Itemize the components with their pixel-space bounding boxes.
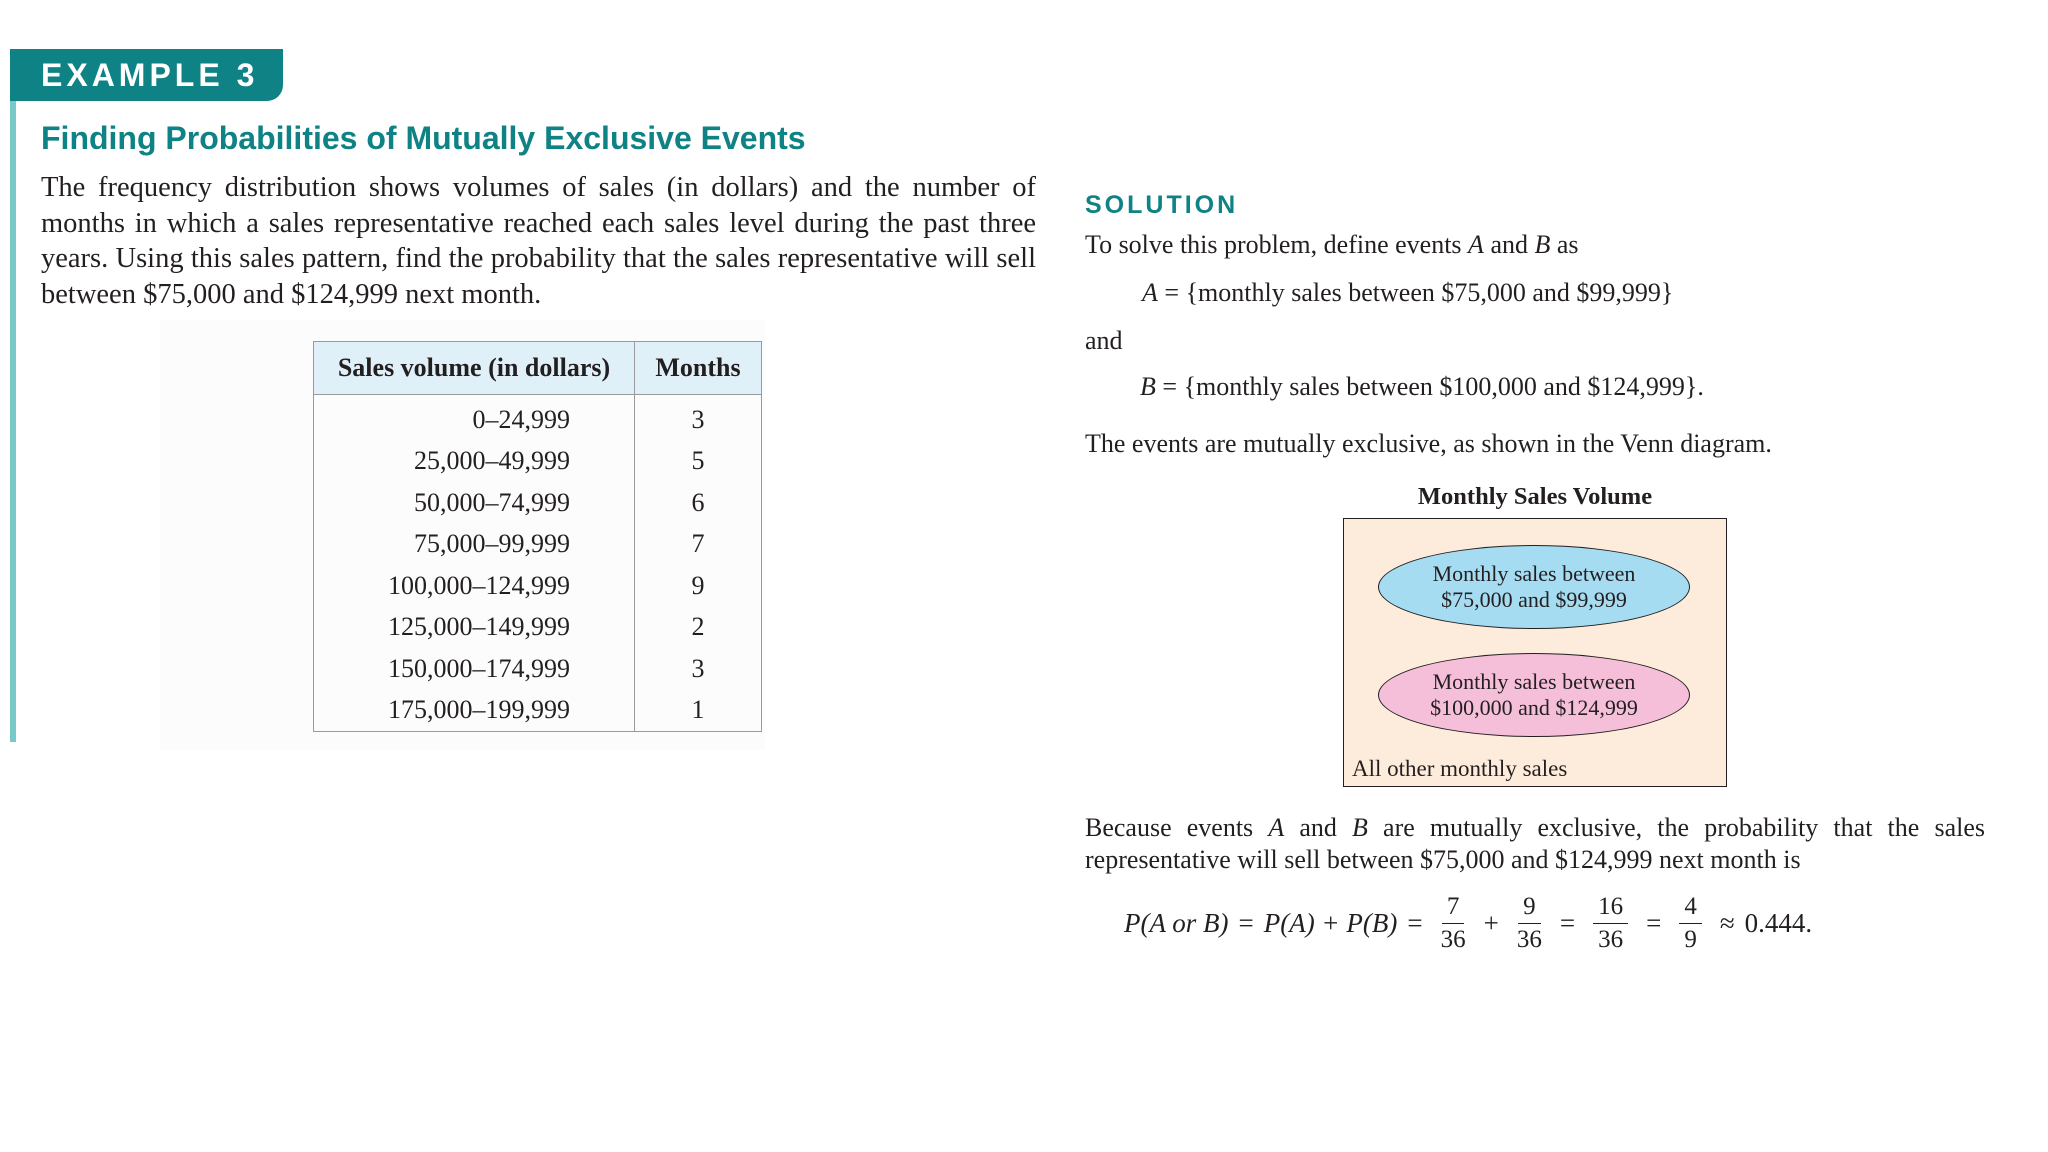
conclusion-paragraph	[1085, 812, 1985, 876]
because-and: and	[1284, 813, 1353, 842]
table-row	[314, 395, 762, 441]
sales-volume-cell: 75,000–99,999	[314, 524, 635, 566]
months-cell: 3	[635, 395, 762, 441]
probability-equation	[1124, 888, 1812, 958]
equals-sign: =	[1646, 907, 1662, 938]
event-b-symbol: B	[1140, 372, 1156, 401]
numerator: 16	[1593, 891, 1628, 924]
table-row	[314, 565, 762, 607]
and-connector: and	[1085, 326, 1123, 355]
fraction-7-36	[1441, 891, 1466, 956]
sales-volume-cell: 100,000–124,999	[314, 565, 635, 607]
event-a-set: {monthly sales between $75,000 and $99,999}	[1185, 278, 1674, 307]
solution-intro	[1085, 230, 1579, 260]
equals-sign: =	[1238, 907, 1254, 938]
equation-lhs: P(A or B)	[1124, 907, 1229, 938]
venn-b-label-line1: Monthly sales between	[1432, 669, 1636, 694]
intro-text: To solve this problem, define events	[1085, 230, 1469, 259]
sales-volume-cell: 150,000–174,999	[314, 648, 635, 690]
months-cell: 7	[635, 524, 762, 566]
months-cell: 5	[635, 441, 762, 483]
sales-volume-cell: 50,000–74,999	[314, 482, 635, 524]
event-b-symbol: B	[1352, 813, 1368, 842]
because-rest: are mutually exclusive, the probability that the sales representative will sell between $75,000 and $124,999 next month is	[1085, 813, 1985, 874]
months-cell: 6	[635, 482, 762, 524]
mutually-exclusive-statement: The events are mutually exclusive, as shown in the Venn diagram.	[1085, 429, 1772, 458]
sales-volume-cell: 175,000–199,999	[314, 690, 635, 732]
venn-a-label-line1: Monthly sales between	[1432, 561, 1636, 586]
venn-b-label-line2: $100,000 and $124,999	[1430, 695, 1638, 720]
table-row	[314, 607, 762, 649]
table-row	[314, 524, 762, 566]
event-a-definition: A = {monthly sales between $75,000 and $99,999}	[1142, 278, 1674, 307]
equation-sum: P(A) + P(B)	[1263, 907, 1398, 938]
venn-diagram-title: Monthly Sales Volume	[1417, 483, 1653, 510]
approx-sign: ≈	[1719, 907, 1735, 938]
table-row	[314, 690, 762, 732]
because-text: Because events	[1085, 813, 1269, 842]
sales-volume-cell: 125,000–149,999	[314, 607, 635, 649]
equals-sign: =	[1407, 907, 1423, 938]
venn-event-b	[1378, 653, 1690, 737]
problem-statement: The frequency distribution shows volumes of sales (in dollars) and the number of months in which a sales representative reached each sales level during the past three years. Using this sales pattern, find the probability that the sales representative will sell between $75,000 and $124,999 next month.	[41, 172, 1036, 310]
denominator: 36	[1516, 925, 1542, 953]
sales-volume-cell: 0–24,999	[314, 395, 635, 441]
numerator: 7	[1442, 891, 1465, 924]
denominator: 36	[1598, 925, 1624, 953]
venn-event-a	[1378, 545, 1690, 629]
example-title: Finding Probabilities of Mutually Exclusive Events	[41, 120, 806, 156]
table-row	[314, 648, 762, 690]
sales-volume-cell: 25,000–49,999	[314, 441, 635, 483]
numerator: 4	[1679, 891, 1702, 924]
table-row	[314, 441, 762, 483]
intro-and: and	[1483, 230, 1535, 259]
example-label: EXAMPLE 3	[10, 49, 283, 101]
denominator: 9	[1684, 925, 1697, 953]
event-a-symbol: A	[1468, 230, 1484, 259]
event-b-set: {monthly sales between $100,000 and $124,999}.	[1183, 372, 1704, 401]
event-a-symbol: A	[1268, 813, 1285, 842]
venn-a-label-line2: $75,000 and $99,999	[1441, 587, 1627, 612]
column-header-sales-volume: Sales volume (in dollars)	[314, 342, 635, 395]
frequency-table	[313, 341, 762, 732]
numerator: 9	[1518, 891, 1541, 924]
event-b-symbol: B	[1534, 230, 1551, 259]
fraction-16-36	[1593, 891, 1628, 956]
event-a-symbol: A	[1142, 278, 1158, 307]
venn-diagram	[1343, 518, 1727, 787]
fraction-9-36	[1517, 891, 1542, 956]
equation-result: 0.444.	[1744, 907, 1813, 938]
event-b-definition: B = {monthly sales between $100,000 and $124,999}.	[1140, 372, 1704, 401]
denominator: 36	[1440, 925, 1466, 953]
intro-suffix: as	[1550, 230, 1579, 259]
left-accent-bar	[10, 97, 16, 742]
column-header-months: Months	[635, 342, 762, 395]
venn-other-label: All other monthly sales	[1352, 756, 1568, 781]
months-cell: 9	[635, 565, 762, 607]
months-cell: 3	[635, 648, 762, 690]
equals-sign: =	[1559, 907, 1576, 938]
months-cell: 2	[635, 607, 762, 649]
fraction-4-9	[1679, 891, 1702, 956]
plus-sign: +	[1483, 907, 1499, 938]
table-header-row	[314, 342, 762, 395]
table-row	[314, 482, 762, 524]
months-cell: 1	[635, 690, 762, 732]
solution-heading: SOLUTION	[1085, 191, 1239, 219]
